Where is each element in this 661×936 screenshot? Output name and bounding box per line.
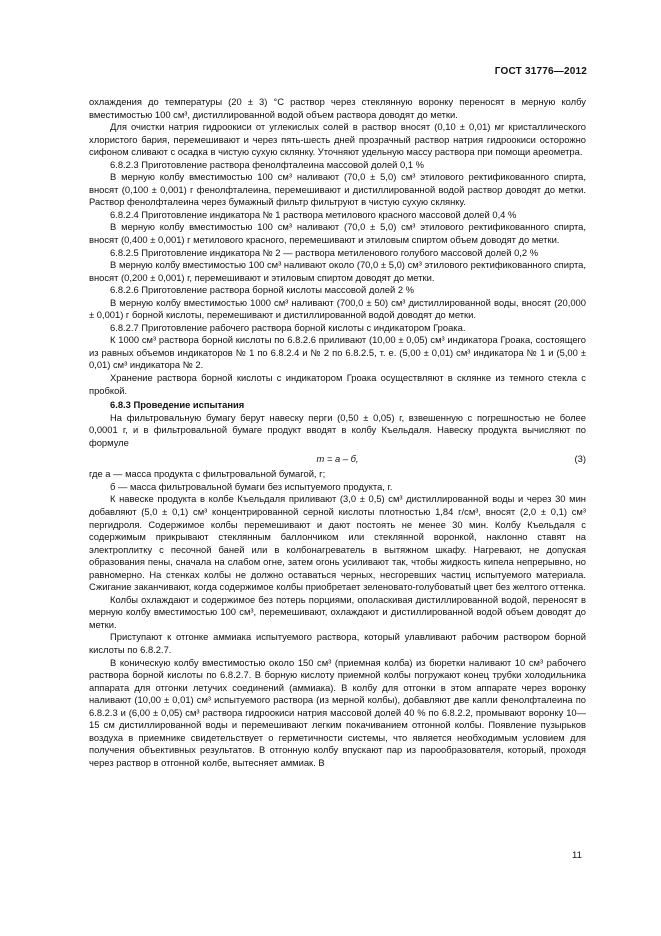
paragraph: Для очистки натрия гидроокиси от углекислых солей в раствор вносят (0,10 ± 0,01) мг кристаллического хлористого бария, перемешивают и через пять-шесть дней прозрачный раствор натрия гидроокиси осторожно сифоном сливают с осадка в чистую сухую склянку. Уточняют удельную массу раствора при помощи ареометра. <box>89 121 586 158</box>
paragraph: На фильтровальную бумагу берут навеску перги (0,50 ± 0,05) г, взвешенную с погрешностью не более 0,0001 г, и в фильтровальной бумаге продукт вводят в колбу Къельдаля. Навеску продукта вычисляют по формуле <box>89 411 586 448</box>
paragraph: К 1000 см³ раствора борной кислоты по 6.8.2.6 приливают (10,00 ± 0,05) см³ индикатора Гроака, состоящего из равных объемов индикаторов № 1 по 6.8.2.4 и № 2 по 6.8.2.5, т. е. (5,00 ± 0,01) см³ индикатора № 1 и (5,00 ± 0,01) см³ индикатора № 2. <box>89 334 586 371</box>
paragraph: охлаждения до температуры (20 ± 3) °С раствор через стеклянную воронку переносят в мерную колбу вместимостью 100 см³, дистиллированной водой объем раствора доводят до метки. <box>89 96 586 120</box>
paragraph: 6.8.3 Проведение испытания <box>110 399 245 411</box>
formula-number: (3) <box>574 453 586 465</box>
paragraph: б — масса фильтровальной бумаги без испытуемого продукта, г. <box>110 480 393 492</box>
paragraph: 6.8.2.7 Приготовление рабочего раствора борной кислоты с индикатором Гроака. <box>110 321 466 333</box>
paragraph: 6.8.2.4 Приготовление индикатора № 1 раствора метилового красного массовой долей 0,4 % <box>110 208 517 220</box>
paragraph: Колбы охлаждают и содержимое без потерь порциями, ополаскивая дистиллированной водой, переносят в мерную колбу вместимостью 100 см³, перемешивают, охлаждают и дистиллированной водой объем доводят до метки. <box>89 593 586 630</box>
paragraph: К навеске продукта в колбе Къельдаля приливают (3,0 ± 0,5) см³ дистиллированной воды и через 30 мин добавляют (5,0 ± 0,1) см³ концентрированной серной кислоты плотностью 1,84 г/см³, вносят (2,0 ± 0,1) см³ пергидроля. Содержимое колбы перемешивают и дают постоять не менее 30 мин. Колбу Къельдаля с содержимым прикрывают стеклянным баллончиком или стеклянной воронкой, наклонно ставят на электроплитку с песочной баней или в колбонагреватель в вытяжном шкафу. Нагревают, не допуская образования пены, сначала на слабом огне, затем огонь усиливают так, чтобы жидкость кипела непрерывно, но равномерно. На стенках колбы не должно оставаться черных, несгоревших частиц испытуемого материала. Сжигание заканчивают, когда содержимое колбы приобретает зеленовато-голубоватый цвет без желтого оттенка. <box>89 493 586 593</box>
paragraph: 6.8.2.5 Приготовление индикатора № 2 — раствора метиленового голубого массовой долей 0,2 % <box>110 246 539 258</box>
page-number: 11 <box>572 850 582 861</box>
paragraph: В мерную колбу вместимостью 100 см³ наливают около (70,0 ± 5,0) см³ этилового ректификованного спирта, вносят (0,200 ± 0,001) г, перемешивают и этиловым спиртом доводят до метки. <box>89 259 586 283</box>
paragraph: Хранение раствора борной кислоты с индикатором Гроака осуществляют в склянке из темного стекла с пробкой. <box>89 372 586 396</box>
formula-expression: m = a – б, <box>316 453 359 465</box>
formula-3 <box>89 450 586 468</box>
paragraph: Приступают к отгонке аммиака испытуемого раствора, который улавливают рабочим раствором борной кислоты по 6.8.2.7. <box>89 631 586 655</box>
paragraph: где а — масса продукта с фильтровальной бумагой, г; <box>89 468 326 480</box>
paragraph: 6.8.2.3 Приготовление раствора фенолфталеина массовой долей 0,1 % <box>110 158 424 170</box>
document-id-header: ГОСТ 31776—2012 <box>494 66 587 77</box>
paragraph: В мерную колбу вместимостью 100 см³ наливают (70,0 ± 5,0) см³ этилового ректификованного спирта, вносят (0,400 ± 0,001) г метилового красного, перемешивают и этиловым спиртом объем доводят до метки. <box>89 221 586 246</box>
document-body <box>89 96 586 769</box>
paragraph: В мерную колбу вместимостью 100 см³ наливают (70,0 ± 5,0) см³ этилового ректификованного спирта, вносят (0,100 ± 0,001) г фенолфталеина, перемешивают и дистиллированной водой раствор доводят до метки. Раствор фенолфталеина через бумажный фильтр фильтруют в чистую сухую склянку. <box>89 171 586 208</box>
paragraph: В мерную колбу вместимостью 1000 см³ наливают (700,0 ± 50) см³ дистиллированной воды, вносят (20,000 ± 0,001) г борной кислоты, перемешивают и дистиллированной водой доводят до метки. <box>89 296 586 321</box>
paragraph: 6.8.2.6 Приготовление раствора борной кислоты массовой долей 2 % <box>110 284 415 296</box>
paragraph: В коническую колбу вместимостью около 150 см³ (приемная колба) из бюретки наливают 10 см³ рабочего раствора борной кислоты по 6.8.2.7. В борную кислоту приемной колбы погружают конец трубки холодильника аппарата для отгонки летучих соединений (аммиака). В колбу для отгонки в этом аппарате через воронку наливают (10,00 ± 0,01) см³ испытуемого раствора (из мерной колбы), добавляют две капли фенолфталеина по 6.8.2.3 и (6,00 ± 0,05) см³ раствора гидроокиси натрия массовой долей 40 % по 6.8.2.2, промывают воронку 10—15 см дистиллированной воды и перемешивают легким покачиванием отгонной колбы. Появление пузырьков воздуха в приемнике свидетельствует о герметичности системы, что является необходимым условием для получения объективных результатов. В отгонную колбу впускают пар из парообразователя, который, проходя через раствор в отгонной колбе, вытесняет аммиак. В <box>89 656 586 768</box>
paragraph-group-before-formula <box>89 96 586 449</box>
paragraph-group-after-formula <box>89 468 586 769</box>
